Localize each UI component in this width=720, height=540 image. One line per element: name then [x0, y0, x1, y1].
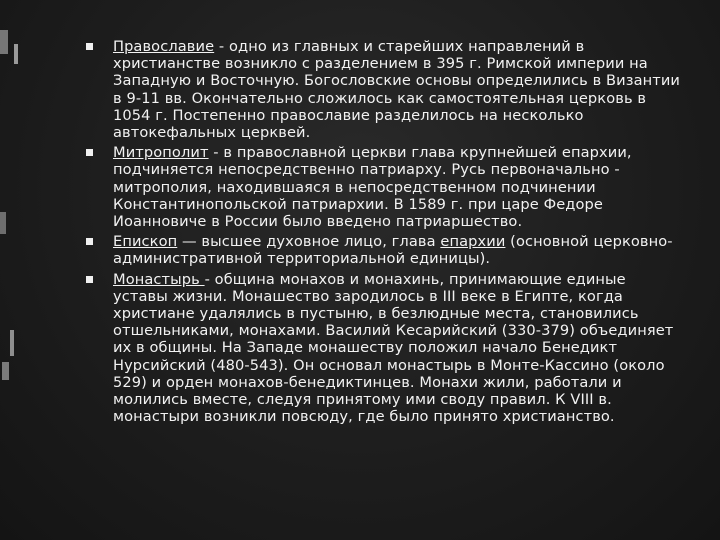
definition-orthodoxy: - одно из главных и старейших направлений в христианстве возникло с разделением в 395 г. Римской империи на Западную и Восточную. Богословские основы определились в Византии в 9-11 вв. Окончательно сложилось как самостоятельная церковь в 1054 г. Постепенно православие разделилось на несколько автокефальных церквей. [113, 38, 681, 142]
definition-monastery: - община монахов и монахинь, принимающие единые уставы жизни. Монашество зародилось в III веке в Египте, когда христиане удалялись в пустыню, в безлюдные места, становились отшельниками, монахами. Василий Кесарийский (330-379) объединяет их в общины. На Западе монашеству положил начало Бенедикт Нурсийский (480-543). Он основал монастырь в Монте-Кассино (около 529) и орден монахов-бенедиктинцев. Монахи жили, работали и молились вместе, следуя принятому ими своду правил. К VIII в. монастыри возникли повсюду, где было принято христианство. [113, 270, 674, 426]
term-orthodoxy: Православие [113, 38, 215, 55]
decor-bar [14, 44, 18, 64]
square-bullet-icon [86, 43, 93, 50]
definition-bishop-end: (основной церковно-административной территориальной единицы). [113, 233, 673, 268]
decor-bar [0, 212, 6, 234]
term-monastery: Монастырь [113, 270, 205, 288]
list-item-bishop [85, 233, 685, 267]
decor-bar [2, 362, 9, 380]
square-bullet-icon [86, 238, 93, 245]
term-bishop[interactable]: Епископ [113, 233, 178, 251]
decor-bar [10, 330, 14, 356]
square-bullet-icon [86, 149, 93, 156]
term-metropolitan: Митрополит [113, 144, 209, 162]
definition-metropolitan: - в православной церкви глава крупнейшей епархии, подчиняется непосредственно патриарху. Русь первоначально - митрополия, находившаяся в непосредственном подчинении Константинопольской патриархии. В 1589 г. при царе Федоре Иоанновиче в России было введено патриаршество. [113, 144, 632, 231]
list-item-orthodoxy [85, 38, 685, 141]
list-item-metropolitan [85, 144, 685, 230]
link-eparchy[interactable]: епархии [440, 233, 506, 251]
slide-content [85, 38, 685, 428]
square-bullet-icon [86, 276, 93, 283]
list-item-monastery [85, 271, 685, 426]
definition-bishop-start: — высшее духовное лицо, глава [177, 233, 441, 251]
decor-bar [0, 30, 8, 54]
